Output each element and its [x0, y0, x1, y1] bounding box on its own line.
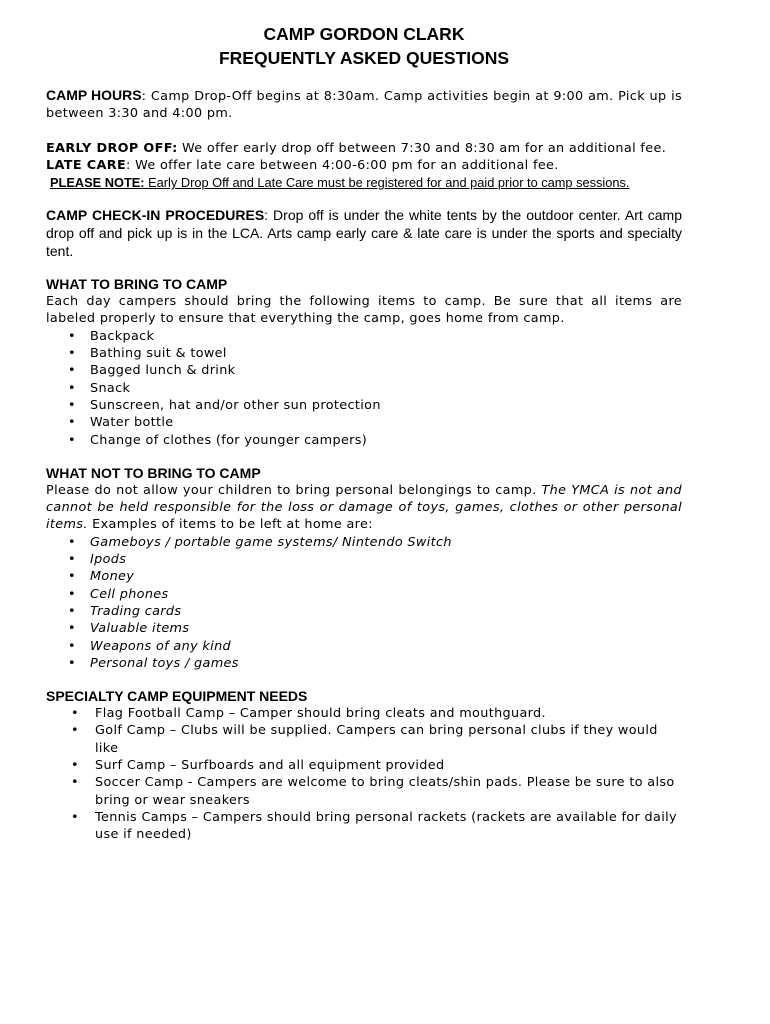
what-to-bring-intro: Each day campers should bring the following items to camp. Be sure that all items are labeled properly to ensure that everything the camp, goes home from camp. — [46, 294, 682, 327]
early-drop-off-label: EARLY DROP OFF: — [46, 140, 178, 156]
early-drop-off-text: We offer early drop off between 7:30 and 8:30 am for an additional fee. — [177, 140, 667, 156]
specialty-equipment-heading: SPECIALTY CAMP EQUIPMENT NEEDS — [46, 688, 308, 705]
list-item: • Change of clothes (for younger campers) — [68, 432, 368, 448]
late-care-paragraph — [46, 157, 682, 174]
list-item: • Snack — [68, 380, 131, 396]
list-item: • Cell phones — [68, 586, 169, 602]
list-item: • Ipods — [68, 552, 127, 568]
bullet-icon: • — [71, 775, 79, 791]
list-item: • Personal toys / games — [68, 655, 239, 671]
list-item: • Tennis Camps – Campers should bring personal rackets (rackets are available for daily use if needed) — [71, 809, 677, 843]
please-note-label: PLEASE NOTE: — [50, 175, 145, 191]
document-title-line2: FREQUENTLY ASKED QUESTIONS — [218, 48, 510, 68]
bullet-icon: • — [68, 552, 76, 568]
late-care-text: : We offer late care between 4:00-6:00 pm for an additional fee. — [126, 157, 559, 173]
bullet-icon: • — [71, 809, 79, 825]
bullet-icon: • — [68, 638, 76, 654]
check-in-label: CAMP CHECK-IN PROCEDURES — [46, 207, 265, 224]
check-in-text: : Drop off is under the white tents by the outdoor center. Art camp drop off and pick up is in the LCA. Arts camp early care & late care is under the sports and specialty tent. — [46, 207, 682, 260]
list-item: • Weapons of any kind — [68, 638, 232, 654]
bullet-icon: • — [68, 621, 76, 637]
bullet-icon: • — [68, 655, 76, 671]
list-item: • Sunscreen, hat and/or other sun protection — [68, 397, 381, 413]
list-item: • Soccer Camp - Campers are welcome to bring cleats/shin pads. Please be sure to also bring or wear sneakers — [71, 775, 675, 808]
list-item: • Valuable items — [68, 621, 190, 637]
list-item: • Flag Football Camp – Camper should bring cleats and mouthguard. — [71, 706, 546, 722]
bullet-icon: • — [68, 380, 76, 396]
list-item: • Gameboys / portable game systems/ Nintendo Switch — [68, 534, 452, 550]
ymca-disclaimer: The YMCA is not and cannot be held responsible for the loss or damage of toys, games, clothes or other personal items. — [46, 482, 682, 533]
bullet-icon: • — [68, 415, 76, 431]
bullet-icon: • — [71, 706, 79, 722]
bullet-icon: • — [68, 432, 76, 448]
bullet-icon: • — [71, 758, 79, 774]
camp-hours-paragraph — [46, 87, 682, 123]
early-drop-off-paragraph — [46, 140, 682, 157]
what-to-bring-heading: WHAT TO BRING TO CAMP — [46, 276, 228, 293]
what-to-bring-list — [46, 328, 682, 449]
list-item: • Water bottle — [68, 415, 174, 431]
bullet-icon: • — [71, 723, 79, 739]
what-not-to-bring-heading: WHAT NOT TO BRING TO CAMP — [46, 464, 261, 481]
check-in-paragraph — [46, 206, 682, 260]
bullet-icon: • — [68, 363, 76, 379]
camp-hours-label: CAMP HOURS — [46, 87, 142, 103]
camp-hours-text: : Camp Drop-Off begins at 8:30am. Camp activities begin at 9:00 am. Pick up is between 3:30 and 4:00 pm. — [46, 89, 683, 122]
faq-document — [46, 22, 682, 844]
please-note-text: Early Drop Off and Late Care must be registered for and paid prior to camp sessions. — [144, 175, 630, 191]
list-item: • Surf Camp – Surfboards and all equipment provided — [71, 758, 445, 774]
bullet-icon: • — [68, 534, 76, 550]
what-not-to-bring-intro: Please do not allow your children to bring personal belongings to camp. The YMCA is not and cannot be held responsible for the loss or damage of toys, games, clothes or other personal items. Examples of items to be left at home are: — [46, 482, 682, 533]
bullet-icon: • — [68, 586, 76, 602]
document-title-line1: CAMP GORDON CLARK — [263, 24, 465, 44]
list-item: • Money — [68, 569, 135, 585]
please-note — [50, 174, 682, 191]
bullet-icon: • — [68, 569, 76, 585]
list-item: • Backpack — [68, 328, 155, 344]
title-block — [46, 22, 682, 70]
list-item: • Golf Camp – Clubs will be supplied. Campers can bring personal clubs if they would like — [71, 723, 658, 756]
list-item: • Trading cards — [68, 603, 182, 619]
bullet-icon: • — [68, 328, 76, 344]
bullet-icon: • — [68, 346, 76, 362]
list-item: • Bathing suit & towel — [68, 346, 227, 362]
specialty-equipment-list — [46, 705, 682, 843]
bullet-icon: • — [68, 603, 76, 619]
what-not-to-bring-list — [46, 534, 682, 672]
late-care-label: LATE CARE — [46, 157, 127, 173]
bullet-icon: • — [68, 397, 76, 413]
list-item: • Bagged lunch & drink — [68, 363, 236, 379]
